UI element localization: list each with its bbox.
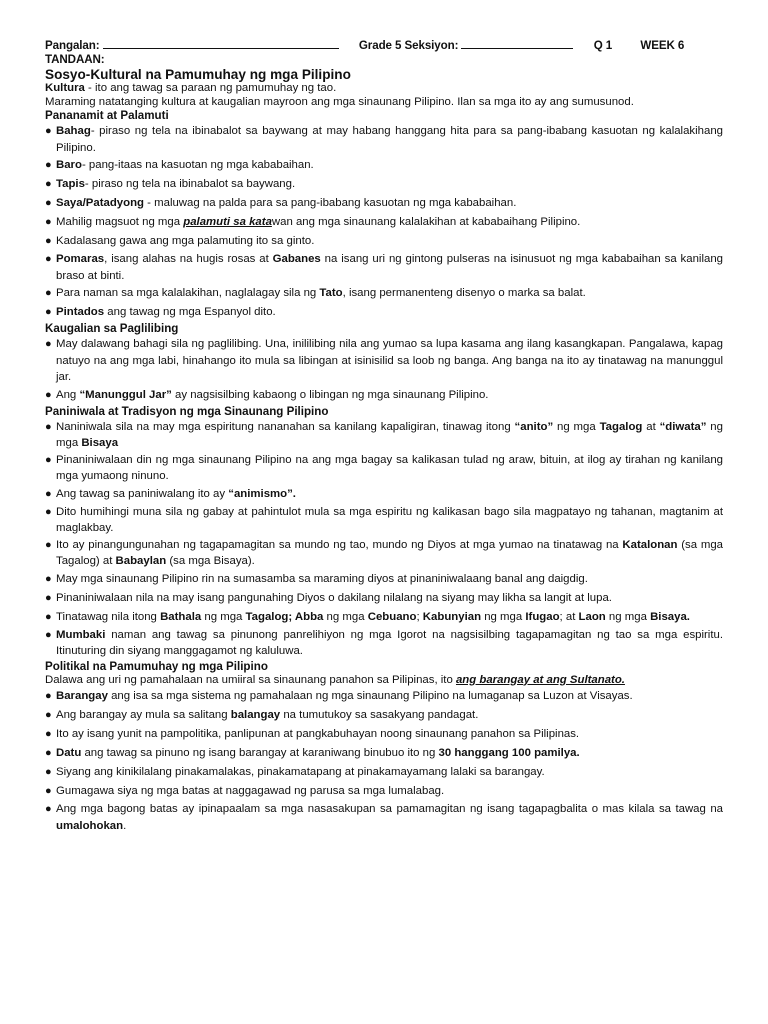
- politikal-intro: Dalawa ang uri ng pamahalaan na umiiral sa sinaunang panahon sa Pilipinas, ito ang barangay at ang Sultanato.: [45, 673, 625, 686]
- list-item: ● Naniniwala sila na may mga espiritung nananahan sa kanilang kapaligiran, tinawag itong “anito” ng mga Tagalog at “diwata” ng mga Bisaya: [45, 420, 723, 449]
- bullet-icon: ●: [45, 235, 52, 247]
- bullet-icon: ●: [45, 709, 52, 721]
- bullet-icon: ●: [45, 453, 52, 466]
- list-item: ● Saya/Patadyong - maluwag na palda para sa pang-ibabang kasuotan ng mga kababaihan.: [45, 194, 723, 213]
- bullet-icon: ●: [45, 690, 52, 702]
- bullet-icon: ●: [45, 178, 52, 190]
- list-politikal: [45, 687, 723, 834]
- list-item: ● Datu ang tawag sa pinuno ng isang barangay at karaniwang binubuo ito ng 30 hanggang 100 pamilya.: [45, 744, 723, 763]
- page-title: Sosyo-Kultural na Pamumuhay ng mga Pilipino: [45, 67, 351, 82]
- section-blank[interactable]: [461, 38, 573, 49]
- bullet-icon: ●: [45, 505, 52, 518]
- bullet-icon: ●: [45, 728, 52, 740]
- list-item: ● Dito humihingi muna sila ng gabay at pahintulot mula sa mga espiritu ng kalikasan bago sila magpatayo ng tahanan, magtanim at maglakbay.: [45, 505, 723, 534]
- list-item: ● Ang “Manunggul Jar” ay nagsisilbing kabaong o libingan ng mga sinaunang Pilipino.: [45, 386, 723, 405]
- list-item: ● Ito ay isang yunit na pampolitika, panlipunan at pangkabuhayan noong sinaunang panahon sa Pilipinas.: [45, 725, 723, 744]
- list-item: ● May dalawang bahagi sila ng paglilibing. Una, inililibing nila ang yumao sa lupa kasama ang ilang kasangkapan. Pangalawa, kapag natuyo na ang mga labi, hinahango ito mula sa libingan at isinisilid sa loob ng banga. Ang banga na ito ay tinatawag na manunggul jar.: [45, 338, 723, 383]
- bullet-icon: ●: [45, 125, 52, 137]
- worksheet-header: [45, 38, 723, 53]
- bullet-icon: ●: [45, 159, 52, 171]
- bullet-icon: ●: [45, 538, 52, 551]
- list-item: ● Mahilig magsuot ng mga palamuti sa katawan ang mga sinaunang kalalakihan at kababaihang Pilipino.: [45, 213, 723, 232]
- list-item: ● Tapis- piraso ng tela na ibinabalot sa baywang.: [45, 175, 723, 194]
- list-item: ● Siyang ang kinikilalang pinakamalakas, pinakamatapang at pinakamayamang lalaki sa barangay.: [45, 763, 723, 782]
- section-heading-paniniwala: Paniniwala at Tradisyon ng mga Sinaunang Pilipino: [45, 404, 329, 418]
- list-item: ● Ito ay pinangungunahan ng tagapamagitan sa mundo ng tao, mundo ng Diyos at mga yumao na tinatawag na Katalonan (sa mga Tagalog) at Babaylan (sa mga Bisaya).: [45, 538, 724, 567]
- intro-paragraph: Maraming natatanging kultura at kaugalian mayroon ang mga sinaunang Pilipino. Ilan sa mga ito ay ang sumusunod.: [45, 95, 634, 108]
- list-item: ● Barangay ang isa sa mga sistema ng pamahalaan ng mga sinaunang Pilipino na lumaganap sa Luzon at Visayas.: [45, 687, 723, 706]
- list-item: ● Pomaras, isang alahas na hugis rosas at Gabanes na isang uri ng gintong pulseras na isinusuot ng mga kababaihan sa kanilang braso at binti.: [45, 253, 723, 282]
- bullet-icon: ●: [45, 766, 52, 778]
- list-item: ● Pintados ang tawag ng mga Espanyol dito.: [45, 303, 723, 322]
- bullet-icon: ●: [45, 216, 52, 228]
- bullet-icon: ●: [45, 610, 52, 623]
- bullet-icon: ●: [45, 420, 52, 433]
- week-label: WEEK 6: [640, 39, 685, 52]
- bullet-icon: ●: [45, 747, 52, 759]
- list-item: ● Ang mga bagong batas ay ipinapaalam sa mga nasasakupan sa pamamagitan ng isang tagapagbalita o mas kilala sa tawag na umalohokan.: [45, 803, 723, 832]
- grade-section-label: Grade 5 Seksiyon:: [358, 39, 459, 52]
- list-item: ● Kadalasang gawa ang mga palamuting ito sa ginto.: [45, 232, 723, 251]
- bullet-icon: ●: [45, 785, 52, 797]
- list-item: ● Baro- pang-itaas na kasuotan ng mga kababaihan.: [45, 156, 723, 175]
- list-item: ● Pinaniniwalaan din ng mga sinaunang Pilipino na ang mga bagay sa kalikasan tulad ng araw, bituin, at ilog ay tirahan ng kanilang mga yumaong ninuno.: [45, 453, 723, 482]
- section-heading-pananamit: Pananamit at Palamuti: [45, 109, 169, 122]
- list-item: ● Para naman sa mga kalalakihan, naglalagay sila ng Tato, isang permanenteng disenyo o marka sa balat.: [45, 284, 723, 303]
- list-libing: [45, 336, 723, 405]
- quarter-label: Q 1: [593, 39, 613, 52]
- list-item: ● Ang tawag sa paniniwalang ito ay “animismo”.: [45, 485, 723, 504]
- list-paniniwala: [45, 419, 723, 660]
- list-item: ● May mga sinaunang Pilipino rin na sumasamba sa maraming diyos at pinaniniwalaang banal ang daigdig.: [45, 570, 723, 589]
- list-item: ● Pinaniniwalaan nila na may isang pangunahing Diyos o dakilang nilalang na siyang may likha sa langit at lupa.: [45, 589, 723, 608]
- list-item: ● Ang barangay ay mula sa salitang balangay na tumutukoy sa sasakyang pandagat.: [45, 706, 723, 725]
- bullet-icon: ●: [45, 287, 52, 299]
- list-item: ● Gumagawa siya ng mga batas at naggagawad ng parusa sa mga lumalabag.: [45, 782, 723, 801]
- tandaan-label: TANDAAN:: [45, 53, 105, 66]
- kultura-definition: Kultura - ito ang tawag sa paraan ng pamumuhay ng tao.: [45, 82, 337, 94]
- bullet-icon: ●: [45, 803, 52, 815]
- section-heading-politikal: Politikal na Pamumuhay ng mga Pilipino: [45, 659, 268, 673]
- name-blank[interactable]: [103, 38, 339, 49]
- bullet-icon: ●: [45, 306, 52, 318]
- bullet-icon: ●: [45, 487, 52, 500]
- bullet-icon: ●: [45, 338, 52, 350]
- section-heading-libing: Kaugalian sa Paglilibing: [45, 322, 179, 335]
- bullet-icon: ●: [45, 388, 52, 401]
- list-item: ● Tinatawag nila itong Bathala ng mga Tagalog; Abba ng mga Cebuano; Kabunyian ng mga Ifugao; at Laon ng mga Bisaya.: [45, 608, 723, 627]
- bullet-icon: ●: [45, 628, 52, 641]
- bullet-icon: ●: [45, 572, 52, 585]
- name-label: Pangalan:: [45, 39, 100, 52]
- list-item: ● Mumbaki naman ang tawag sa pinunong panrelihiyon ng mga Igorot na nagsisilbing tagapamagitan ng tao sa mga espiritu. Itinuturing din siyang manggagamot ng kaluluwa.: [45, 628, 723, 657]
- bullet-icon: ●: [45, 591, 52, 604]
- list-pananamit: [45, 123, 723, 322]
- list-item: ● Bahag- piraso ng tela na ibinabalot sa baywang at may habang hanggang hita para sa pang-ibabang kasuotan ng kalalakihang Pilipino.: [45, 125, 723, 154]
- bullet-icon: ●: [45, 253, 52, 265]
- bullet-icon: ●: [45, 197, 52, 209]
